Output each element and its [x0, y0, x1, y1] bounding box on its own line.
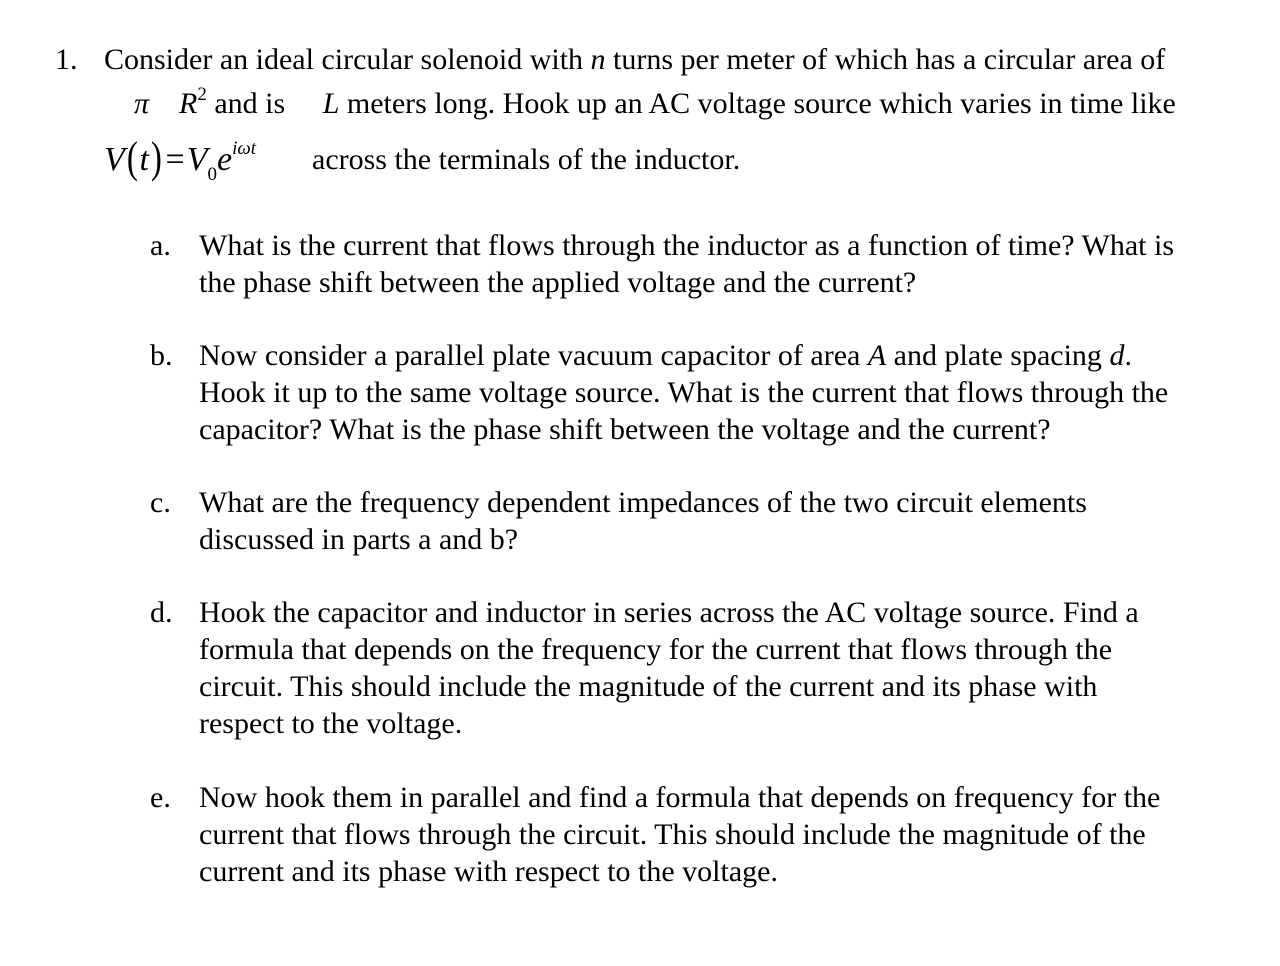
part-c-line: What are the frequency dependent impedances of the two circuit elements: [199, 486, 1087, 519]
part-b-letter: b.: [150, 339, 173, 372]
part-a-line: the phase shift between the applied voltage and the current?: [199, 266, 917, 299]
symbol-pi: π: [134, 87, 150, 120]
exponent-i-omega-t: iωt: [232, 138, 257, 159]
part-e-text: [199, 779, 1269, 890]
variable-R: R: [179, 87, 198, 120]
problem-stem-line-1: [104, 40, 1165, 80]
part-b-line: Hook it up to the same voltage source. What is the current that flows through the: [199, 376, 1169, 409]
part-a-text: [199, 227, 1269, 301]
stem-text: turns per meter of which has a circular area of: [605, 43, 1166, 76]
problem-stem-line-3: across the terminals of the inductor.: [312, 143, 741, 176]
equals-sign: =: [165, 141, 185, 178]
part-d-letter: d.: [150, 596, 173, 629]
part-d-line: respect to the voltage.: [199, 707, 463, 740]
part-a-letter: a.: [150, 229, 171, 262]
variable-e: e: [217, 141, 233, 178]
voltage-formula: [104, 131, 256, 190]
part-e-letter: e.: [150, 781, 171, 814]
part-e-line: Now hook them in parallel and find a formula that depends on frequency for the: [199, 781, 1161, 814]
right-paren: ): [150, 133, 162, 182]
part-d-text: [199, 594, 1269, 742]
part-e-line: current and its phase with respect to the voltage.: [199, 855, 778, 888]
left-paren: (: [126, 133, 138, 182]
stem-text: and is: [206, 87, 293, 120]
variable-V: V: [104, 141, 125, 178]
part-a-line: What is the current that flows through the inductor as a function of time? What is: [199, 229, 1175, 262]
exponent-2: 2: [197, 84, 207, 105]
problem-number: 1.: [55, 43, 78, 76]
part-c-line: discussed in parts a and b?: [199, 523, 519, 556]
variable-A: A: [867, 339, 887, 372]
part-b-text-segment: Now consider a parallel plate vacuum capacitor of area: [199, 339, 868, 372]
stem-text: meters long. Hook up an AC voltage source which varies in time like: [339, 87, 1176, 120]
part-b-line: capacitor? What is the phase shift between the voltage and the current?: [199, 413, 1051, 446]
part-c-text: [199, 484, 1269, 558]
variable-L: L: [322, 87, 340, 120]
part-b-text-segment: and plate spacing: [886, 339, 1110, 372]
part-d-line: formula that depends on the frequency for the current that flows through the: [199, 633, 1113, 666]
variable-d: d: [1109, 339, 1125, 372]
part-e-line: current that flows through the circuit. This should include the magnitude of the: [199, 818, 1146, 851]
part-b-line: [199, 337, 1269, 374]
variable-V0: V: [186, 141, 208, 178]
part-b-text-segment: .: [1124, 339, 1132, 372]
stem-text: Consider an ideal circular solenoid with: [104, 43, 591, 76]
part-d-line: Hook the capacitor and inductor in series across the AC voltage source. Find a: [199, 596, 1139, 629]
part-d-line: circuit. This should include the magnitude of the current and its phase with: [199, 670, 1098, 703]
part-c-letter: c.: [150, 486, 171, 519]
problem-stem-line-2: [104, 84, 1176, 128]
part-b-text: [199, 337, 1269, 448]
variable-n: n: [590, 43, 606, 76]
variable-t: t: [139, 141, 149, 178]
subscript-0: 0: [207, 164, 218, 185]
